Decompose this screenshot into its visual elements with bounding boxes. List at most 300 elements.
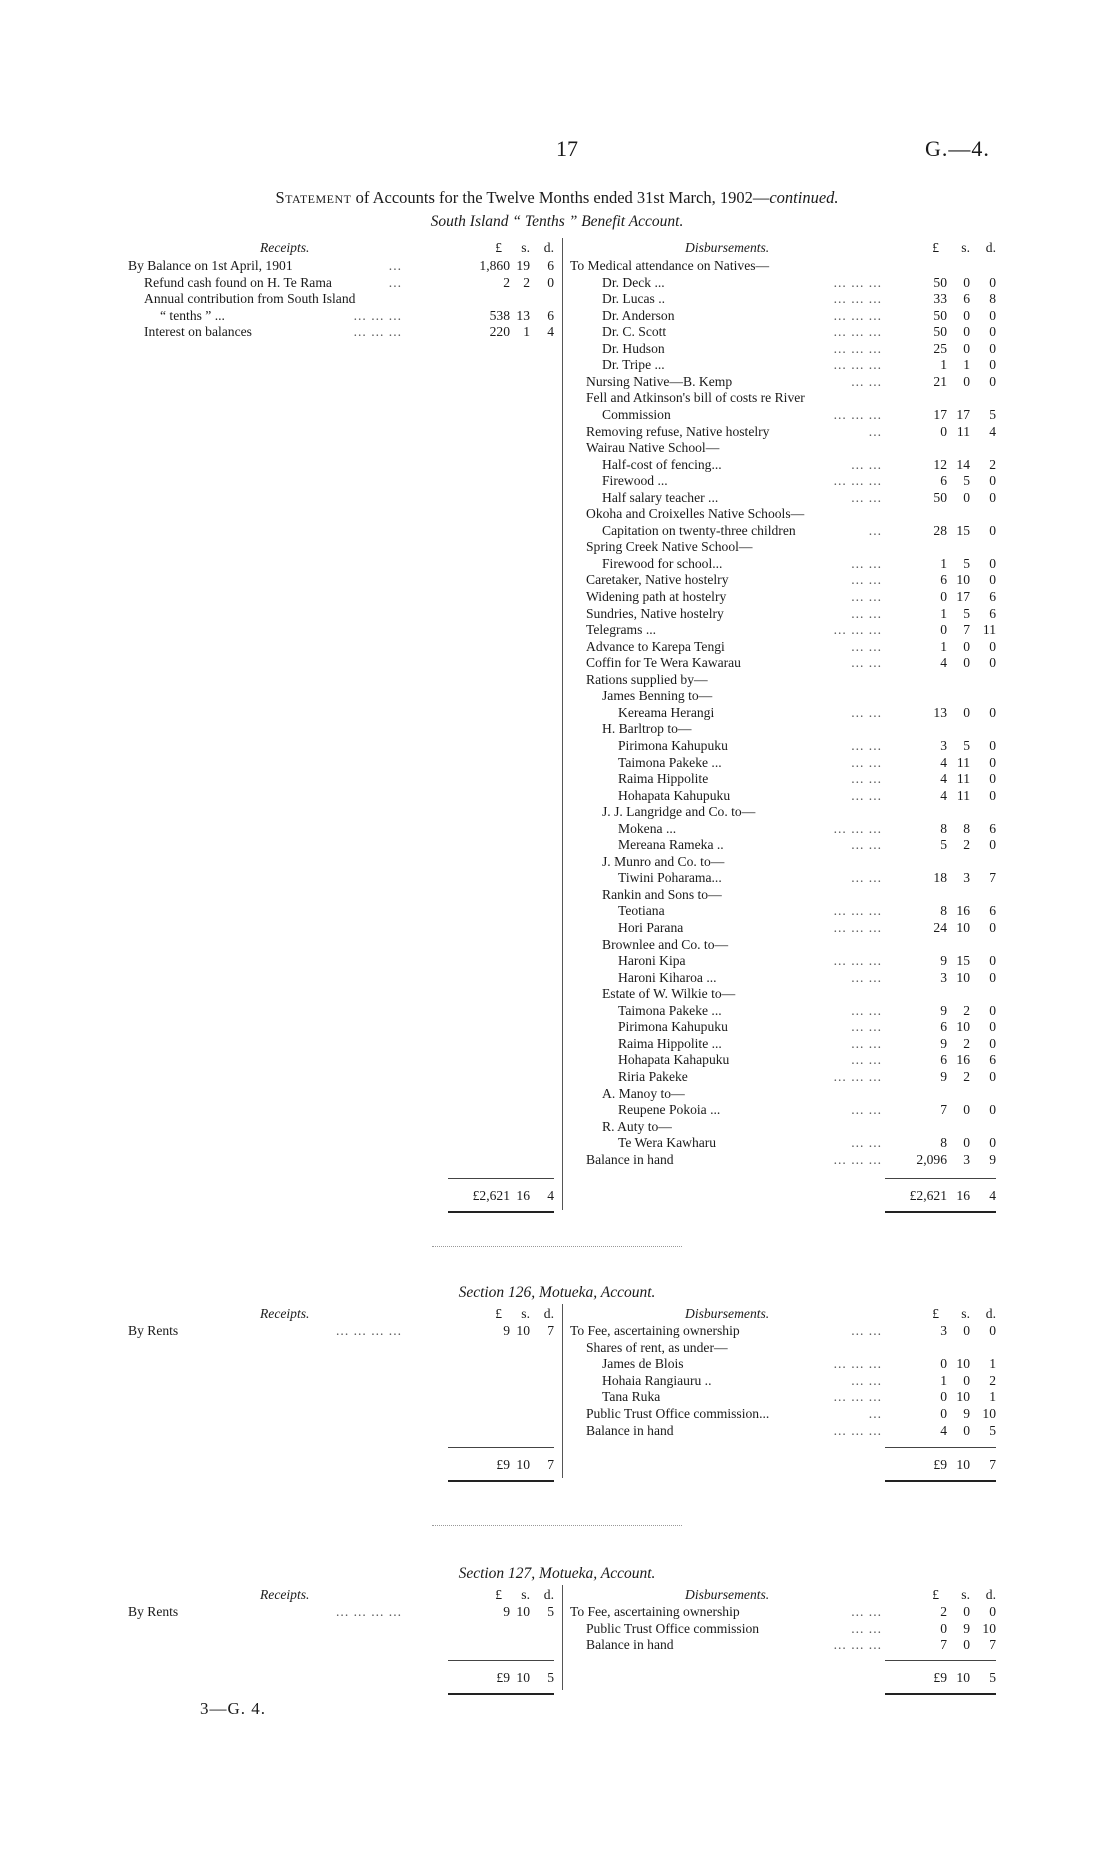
disbursement-label: James Benning to— xyxy=(602,688,713,704)
disbursements-total-rule xyxy=(885,1447,996,1448)
disbursement-label: Rations supplied by— xyxy=(586,671,708,687)
disbursement-shillings: 10 xyxy=(956,572,970,588)
leader-dots: ... ... ... xyxy=(353,324,402,340)
disbursements-column-headings xyxy=(570,1306,996,1322)
disbursement-shillings: 0 xyxy=(963,1372,970,1388)
leader-dots: ... ... ... xyxy=(833,1389,882,1405)
disbursement-pounds: 28 xyxy=(933,522,947,538)
receipt-label: Refund cash found on H. Te Rama xyxy=(144,274,332,290)
disbursement-pounds: 21 xyxy=(933,373,947,389)
leader-dots: ... ... ... xyxy=(833,920,882,935)
receipt-label: Annual contribution from South Island xyxy=(144,291,356,307)
disbursement-shillings: 10 xyxy=(956,969,970,985)
section-separator xyxy=(432,1246,682,1247)
disbursement-row xyxy=(570,821,996,837)
disbursement-pence: 0 xyxy=(989,572,996,588)
disbursement-row xyxy=(570,490,996,506)
column-divider xyxy=(562,1585,563,1690)
disbursement-label: Dr. C. Scott xyxy=(602,324,667,340)
disbursement-shillings: 9 xyxy=(963,1406,970,1421)
shilling-column-heading: s. xyxy=(961,240,970,255)
receipts-total-pounds: £9 xyxy=(496,1457,510,1472)
disbursement-pounds: 33 xyxy=(933,291,947,307)
leader-dots: ... ... xyxy=(851,1604,882,1619)
disbursement-label: Advance to Karepa Tengi xyxy=(586,638,725,654)
disbursement-pounds: 9 xyxy=(940,953,947,969)
disbursement-shillings: 0 xyxy=(963,704,970,720)
pound-column-heading: £ xyxy=(495,1306,502,1321)
disbursement-shillings: 2 xyxy=(963,1068,970,1084)
disbursement-row xyxy=(570,1052,996,1068)
disbursement-pence: 0 xyxy=(989,1135,996,1151)
disbursement-row xyxy=(570,324,996,340)
disbursement-pounds: 1 xyxy=(940,638,947,654)
disbursement-pence: 0 xyxy=(989,1002,996,1018)
disbursement-row xyxy=(570,1086,996,1102)
disbursement-shillings: 0 xyxy=(963,340,970,356)
receipts-total-rule xyxy=(448,1447,554,1448)
disbursement-row xyxy=(570,390,996,406)
disbursement-pounds: 1 xyxy=(940,605,947,621)
disbursement-pounds: 17 xyxy=(933,406,947,422)
disbursement-label: Teotiana xyxy=(618,903,665,919)
pound-column-heading: £ xyxy=(932,1587,939,1602)
disbursement-pence: 4 xyxy=(989,423,996,439)
disbursement-shillings: 2 xyxy=(963,1035,970,1051)
leader-dots: ... ... xyxy=(851,589,882,604)
disbursement-pounds: 3 xyxy=(940,1323,947,1338)
disbursement-label: Fell and Atkinson's bill of costs re River xyxy=(586,390,805,406)
disbursement-row xyxy=(570,308,996,324)
disbursement-pence: 0 xyxy=(989,837,996,853)
disbursement-pounds: 4 xyxy=(940,771,947,787)
leader-dots: ... ... ... xyxy=(353,307,402,323)
disbursement-pounds: 8 xyxy=(940,903,947,919)
disbursement-row xyxy=(570,688,996,704)
receipt-shillings: 10 xyxy=(516,1323,530,1338)
receipt-row xyxy=(128,258,554,274)
receipt-shillings: 2 xyxy=(523,274,530,290)
disbursement-row xyxy=(570,1003,996,1019)
section-heading-tenths: South Island “ Tenths ” Benefit Account. xyxy=(430,213,684,230)
receipts-total xyxy=(128,1188,554,1204)
leader-dots: ... ... xyxy=(851,737,882,753)
leader-dots: ... ... xyxy=(851,1052,882,1068)
receipt-shillings: 13 xyxy=(516,307,530,323)
disbursement-shillings: 7 xyxy=(963,622,970,638)
disbursement-shillings: 10 xyxy=(956,920,970,935)
receipts-double-rule xyxy=(448,1211,554,1213)
disbursement-label: Public Trust Office commission... xyxy=(586,1406,770,1421)
receipt-pounds: 9 xyxy=(503,1323,510,1338)
disbursement-pence: 10 xyxy=(982,1620,996,1636)
receipt-row xyxy=(128,308,554,324)
disbursement-label: To Medical attendance on Natives— xyxy=(570,258,770,273)
disbursement-label: Dr. Tripe ... xyxy=(602,357,665,373)
disbursement-pounds: 4 xyxy=(940,655,947,671)
pound-column-heading: £ xyxy=(932,240,939,255)
disbursements-column-headings xyxy=(570,240,996,256)
disbursement-pence: 6 xyxy=(989,820,996,836)
disbursement-shillings: 14 xyxy=(956,456,970,472)
disbursement-shillings: 5 xyxy=(963,605,970,621)
receipt-label: “ tenths ” ... xyxy=(160,307,225,323)
disbursement-pence: 0 xyxy=(989,704,996,720)
disbursement-pounds: 8 xyxy=(940,820,947,836)
disbursement-shillings: 5 xyxy=(963,473,970,489)
disbursement-pounds: 6 xyxy=(940,1019,947,1035)
pence-column-heading: d. xyxy=(985,1587,996,1602)
disbursement-shillings: 0 xyxy=(963,1323,970,1338)
disbursement-pounds: 1 xyxy=(940,1372,947,1388)
disbursement-row xyxy=(570,721,996,737)
disbursement-label: Public Trust Office commission xyxy=(586,1620,760,1636)
disbursement-label: Balance in hand xyxy=(586,1422,674,1438)
receipt-pounds: 2 xyxy=(503,274,510,290)
disbursement-shillings: 16 xyxy=(956,903,970,919)
disbursement-label: Mokena ... xyxy=(618,820,677,836)
leader-dots: ... ... xyxy=(851,704,882,720)
leader-dots: ... ... xyxy=(851,555,882,571)
disbursement-row xyxy=(570,738,996,754)
receipts-column-headings xyxy=(128,1587,554,1603)
disbursement-shillings: 0 xyxy=(963,307,970,323)
disbursement-row xyxy=(570,788,996,804)
disbursement-row xyxy=(570,374,996,390)
disbursement-pence: 0 xyxy=(989,771,996,787)
leader-dots: ... ... xyxy=(851,1620,882,1636)
receipts-total-pence: 4 xyxy=(547,1188,554,1203)
disbursement-pounds: 25 xyxy=(933,340,947,356)
receipts-header-label: Receipts. xyxy=(260,1306,310,1321)
leader-dots: ... xyxy=(868,1406,882,1421)
pound-column-heading: £ xyxy=(495,240,502,255)
disbursement-shillings: 10 xyxy=(956,1019,970,1035)
disbursement-pence: 5 xyxy=(989,406,996,422)
receipts-header-label: Receipts. xyxy=(260,1587,310,1602)
section-separator xyxy=(432,1525,682,1526)
disbursement-pounds: 3 xyxy=(940,737,947,753)
disbursement-pence: 0 xyxy=(989,489,996,505)
receipt-pence: 5 xyxy=(547,1604,554,1619)
leader-dots: ... ... ... xyxy=(833,1637,882,1653)
pence-column-heading: d. xyxy=(543,1306,554,1321)
receipt-pence: 4 xyxy=(547,324,554,340)
disbursement-row xyxy=(570,606,996,622)
disbursement-pounds: 6 xyxy=(940,473,947,489)
disbursement-row xyxy=(570,556,996,572)
receipt-pence: 6 xyxy=(547,307,554,323)
disbursement-row xyxy=(570,1389,996,1405)
disbursement-pounds: 0 xyxy=(940,1620,947,1636)
leader-dots: ... ... ... xyxy=(833,274,882,290)
disbursements-double-rule xyxy=(885,1211,996,1213)
disbursement-pounds: 0 xyxy=(940,589,947,604)
disbursements-total-pence: 4 xyxy=(989,1188,996,1203)
footer-mark: 3—G. 4. xyxy=(200,1699,267,1718)
disbursements-total-rule xyxy=(885,1178,996,1179)
disbursement-row xyxy=(570,870,996,886)
disbursement-row xyxy=(570,1036,996,1052)
disbursement-pence: 0 xyxy=(989,1323,996,1338)
title-prefix: Statement xyxy=(275,188,352,207)
receipt-pounds: 538 xyxy=(489,307,510,323)
disbursement-label: Riria Pakeke xyxy=(618,1068,688,1084)
disbursement-shillings: 16 xyxy=(956,1052,970,1068)
disbursement-row xyxy=(570,1340,996,1356)
disbursements-total-pounds: £9 xyxy=(933,1457,947,1472)
disbursement-label: Okoha and Croixelles Native Schools— xyxy=(586,506,805,522)
disbursement-row xyxy=(570,837,996,853)
disbursement-label: Firewood ... xyxy=(602,473,668,489)
receipt-label: By Rents xyxy=(128,1323,179,1338)
disbursement-row xyxy=(570,407,996,423)
disbursement-shillings: 11 xyxy=(956,771,970,787)
disbursement-shillings: 10 xyxy=(956,1389,970,1405)
disbursements-total xyxy=(570,1457,996,1473)
leader-dots: ... ... xyxy=(851,1035,882,1051)
disbursement-label: To Fee, ascertaining ownership xyxy=(570,1604,740,1619)
disbursement-label: Telegrams ... xyxy=(586,622,657,638)
pence-column-heading: d. xyxy=(985,240,996,255)
disbursements-total xyxy=(570,1670,996,1686)
disbursement-label: J. J. Langridge and Co. to— xyxy=(602,804,756,820)
disbursement-label: R. Auty to— xyxy=(602,1118,672,1134)
disbursements-total-shillings: 10 xyxy=(956,1457,970,1472)
disbursement-pence: 5 xyxy=(989,1422,996,1438)
disbursement-shillings: 0 xyxy=(963,1135,970,1151)
disbursement-pounds: 4 xyxy=(940,787,947,803)
disbursement-pence: 0 xyxy=(989,969,996,985)
disbursement-shillings: 0 xyxy=(963,274,970,290)
disbursement-label: Dr. Hudson xyxy=(602,340,665,356)
disbursement-row xyxy=(570,1019,996,1035)
disbursement-shillings: 17 xyxy=(956,589,970,604)
disbursement-pence: 9 xyxy=(989,1151,996,1167)
disbursement-row xyxy=(570,655,996,671)
disbursement-label: Te Wera Kawharu xyxy=(618,1135,717,1151)
receipts-total-pence: 7 xyxy=(547,1457,554,1472)
disbursement-row xyxy=(570,755,996,771)
disbursement-label: Hohaia Rangiauru .. xyxy=(602,1372,712,1388)
disbursement-row xyxy=(570,589,996,605)
receipt-pounds: 1,860 xyxy=(479,258,510,273)
disbursement-row xyxy=(570,1135,996,1151)
disbursement-pounds: 6 xyxy=(940,572,947,588)
disbursement-shillings: 3 xyxy=(963,870,970,886)
disbursement-row xyxy=(570,937,996,953)
leader-dots: ... ... ... xyxy=(833,1151,882,1167)
leader-dots: ... ... xyxy=(851,870,882,886)
disbursement-pounds: 5 xyxy=(940,837,947,853)
page-number: 17 xyxy=(556,136,578,161)
receipts-double-rule xyxy=(448,1480,554,1482)
disbursement-shillings: 8 xyxy=(963,820,970,836)
disbursement-pence: 0 xyxy=(989,555,996,571)
disbursement-pounds: 9 xyxy=(940,1068,947,1084)
disbursement-pence: 0 xyxy=(989,920,996,935)
disbursement-shillings: 1 xyxy=(963,357,970,373)
column-divider xyxy=(562,1304,563,1478)
disbursements-double-rule xyxy=(885,1480,996,1482)
receipt-pence: 7 xyxy=(547,1323,554,1338)
disbursement-pounds: 24 xyxy=(933,920,947,935)
disbursement-label: Reupene Pokoia ... xyxy=(618,1102,721,1118)
disbursement-shillings: 11 xyxy=(956,787,970,803)
disbursement-row xyxy=(570,920,996,936)
disbursements-header-label: Disbursements. xyxy=(685,1306,770,1321)
pence-column-heading: d. xyxy=(543,1587,554,1602)
disbursement-row xyxy=(570,622,996,638)
leader-dots: ... ... xyxy=(851,605,882,621)
leader-dots: ... ... ... xyxy=(833,324,882,340)
disbursement-label: Haroni Kipa xyxy=(618,953,686,969)
disbursements-total xyxy=(570,1188,996,1204)
disbursement-pence: 6 xyxy=(989,903,996,919)
disbursement-shillings: 11 xyxy=(956,754,970,770)
leader-dots: ... ... xyxy=(851,1135,882,1151)
disbursement-pence: 2 xyxy=(989,456,996,472)
disbursement-pounds: 12 xyxy=(933,456,947,472)
leader-dots: ... ... xyxy=(851,1019,882,1035)
disbursement-row xyxy=(570,1373,996,1389)
disbursement-pounds: 3 xyxy=(940,969,947,985)
disbursements-header-label: Disbursements. xyxy=(685,1587,770,1602)
disbursement-pounds: 7 xyxy=(940,1102,947,1118)
disbursement-label: Raima Hippolite xyxy=(618,771,709,787)
leader-dots: ... ... ... ... xyxy=(336,1604,402,1619)
disbursement-label: Hori Parana xyxy=(618,920,684,935)
disbursement-pence: 0 xyxy=(989,373,996,389)
disbursement-label: Mereana Rameka .. xyxy=(618,837,724,853)
receipt-label: By Rents xyxy=(128,1604,179,1619)
disbursement-pounds: 9 xyxy=(940,1002,947,1018)
disbursement-row xyxy=(570,539,996,555)
receipts-total-rule xyxy=(448,1178,554,1179)
disbursement-pounds: 50 xyxy=(933,489,947,505)
receipts-total-shillings: 16 xyxy=(516,1188,530,1203)
leader-dots: ... ... ... xyxy=(833,1068,882,1084)
disbursement-label: Hohapata Kahapuku xyxy=(618,1052,730,1068)
disbursement-pounds: 1 xyxy=(940,555,947,571)
disbursement-pence: 0 xyxy=(989,638,996,654)
disbursements-total-shillings: 16 xyxy=(956,1188,970,1203)
disbursement-label: Dr. Deck ... xyxy=(602,274,665,290)
disbursement-label: Widening path at hostelry xyxy=(586,589,727,604)
leader-dots: ... ... xyxy=(851,489,882,505)
disbursement-pounds: 13 xyxy=(933,704,947,720)
disbursement-row xyxy=(570,523,996,539)
disbursement-label: Coffin for Te Wera Kawarau xyxy=(586,655,741,671)
disbursement-row xyxy=(570,1323,996,1339)
receipt-shillings: 19 xyxy=(516,258,530,273)
leader-dots: ... xyxy=(868,522,882,538)
disbursement-label: Tiwini Poharama... xyxy=(618,870,722,886)
disbursement-pence: 0 xyxy=(989,787,996,803)
disbursement-pounds: 2 xyxy=(940,1604,947,1619)
disbursement-label: A. Manoy to— xyxy=(602,1085,685,1101)
disbursements-double-rule xyxy=(885,1693,996,1695)
receipt-row xyxy=(128,1323,554,1339)
leader-dots: ... ... xyxy=(851,969,882,985)
leader-dots: ... ... xyxy=(851,373,882,389)
disbursement-row xyxy=(570,804,996,820)
disbursement-label: Sundries, Native hostelry xyxy=(586,605,724,621)
receipts-column-headings xyxy=(128,1306,554,1322)
disbursement-row xyxy=(570,771,996,787)
receipts-total-pence: 5 xyxy=(547,1670,554,1685)
disbursement-pence: 0 xyxy=(989,953,996,969)
leader-dots: ... ... ... xyxy=(833,357,882,373)
disbursement-pence: 1 xyxy=(989,1389,996,1405)
receipt-shillings: 1 xyxy=(523,324,530,340)
disbursement-pounds: 4 xyxy=(940,1422,947,1438)
leader-dots: ... ... ... ... xyxy=(336,1323,402,1338)
disbursement-pounds: 4 xyxy=(940,754,947,770)
disbursement-label: Rankin and Sons to— xyxy=(602,886,722,902)
leader-dots: ... ... xyxy=(851,572,882,588)
disbursement-label: Wairau Native School— xyxy=(586,440,720,456)
disbursement-label: Dr. Anderson xyxy=(602,307,675,323)
disbursement-label: Pirimona Kahupuku xyxy=(618,1019,728,1035)
disbursement-label: James de Blois xyxy=(602,1356,684,1372)
disbursement-pence: 0 xyxy=(989,1035,996,1051)
disbursement-pence: 0 xyxy=(989,274,996,290)
disbursement-label: Half-cost of fencing... xyxy=(602,456,722,472)
disbursement-shillings: 0 xyxy=(963,655,970,671)
leader-dots: ... ... ... xyxy=(833,1356,882,1372)
disbursement-label: Raima Hippolite ... xyxy=(618,1035,722,1051)
disbursement-row xyxy=(570,457,996,473)
disbursement-label: Haroni Kiharoa ... xyxy=(618,969,717,985)
disbursements-total-rule xyxy=(885,1660,996,1661)
disbursement-pence: 0 xyxy=(989,1604,996,1619)
leader-dots: ... ... xyxy=(851,638,882,654)
disbursement-pounds: 0 xyxy=(940,1356,947,1372)
disbursement-row xyxy=(570,1406,996,1422)
disbursement-shillings: 9 xyxy=(963,1620,970,1636)
disbursement-row xyxy=(570,970,996,986)
disbursements-header-label: Disbursements. xyxy=(685,240,770,255)
leader-dots: ... ... xyxy=(851,837,882,853)
disbursement-pence: 0 xyxy=(989,1068,996,1084)
disbursement-pence: 0 xyxy=(989,473,996,489)
disbursement-shillings: 2 xyxy=(963,1002,970,1018)
disbursement-pence: 0 xyxy=(989,522,996,538)
disbursement-pounds: 0 xyxy=(940,1389,947,1405)
disbursement-pence: 0 xyxy=(989,655,996,671)
disbursement-pence: 11 xyxy=(982,622,996,638)
disbursement-pounds: 0 xyxy=(940,1406,947,1421)
leader-dots: ... ... ... xyxy=(833,340,882,356)
disbursement-pence: 6 xyxy=(989,1052,996,1068)
disbursement-pence: 7 xyxy=(989,1637,996,1653)
receipts-total xyxy=(128,1670,554,1686)
pence-column-heading: d. xyxy=(985,1306,996,1321)
disbursement-row xyxy=(570,1102,996,1118)
shilling-column-heading: s. xyxy=(961,1587,970,1602)
disbursement-row xyxy=(570,357,996,373)
disbursement-row xyxy=(570,424,996,440)
disbursement-shillings: 11 xyxy=(956,423,970,439)
leader-dots: ... xyxy=(388,258,402,273)
disbursement-pence: 0 xyxy=(989,754,996,770)
disbursement-pounds: 18 xyxy=(933,870,947,886)
disbursement-row xyxy=(570,572,996,588)
leader-dots: ... ... xyxy=(851,1372,882,1388)
disbursement-row xyxy=(570,291,996,307)
receipts-total-rule xyxy=(448,1660,554,1661)
